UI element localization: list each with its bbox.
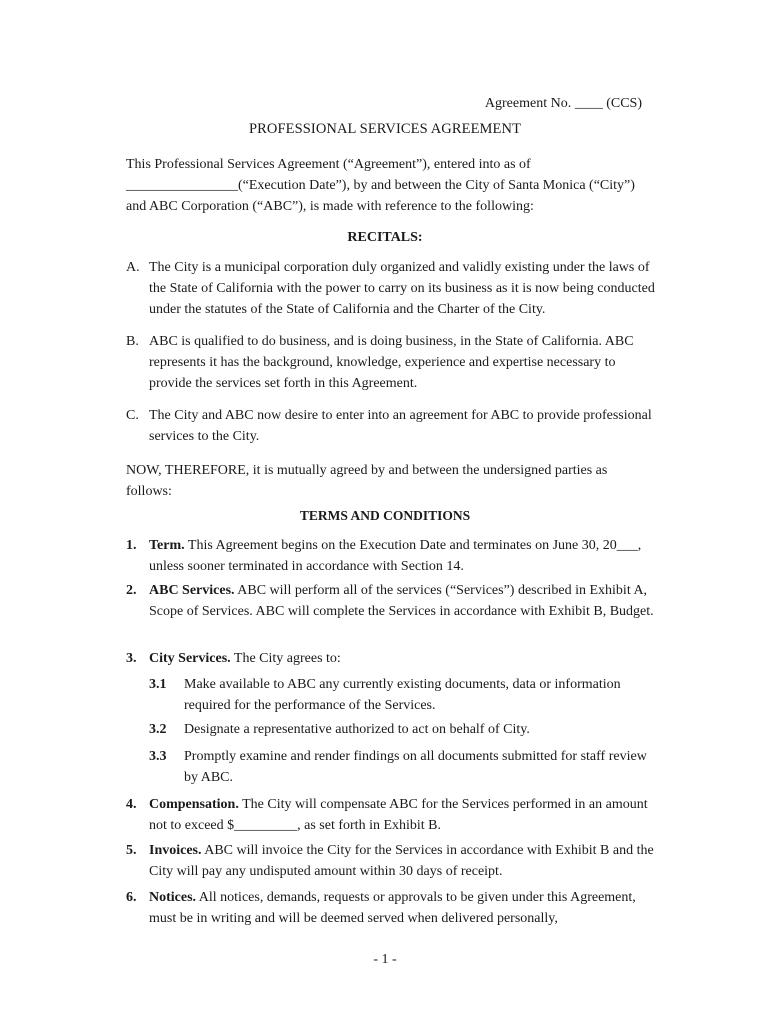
terms-heading: TERMS AND CONDITIONS <box>299 508 471 523</box>
sub-item-number: 3.2 <box>149 722 167 737</box>
sub-item-number: 3.3 <box>149 749 167 764</box>
term-text: ABC will perform all of the services (“Services”) described in Exhibit A, Scope of Services. ABC will complete the Services in accordance with Exhibit B, Budget. <box>149 583 654 619</box>
term-item <box>126 648 656 669</box>
term-title: Compensation. <box>149 797 239 812</box>
term-item <box>126 794 656 836</box>
intro-paragraph: This Professional Services Agreement (“Agreement”), entered into as of ________________(“Execution Date”), by and between the City of Santa Monica (“City”) and ABC Corporation (“ABC”), is made with reference to the following: <box>126 157 635 214</box>
term-text: This Agreement begins on the Execution Date and terminates on June 30, 20___, unless sooner terminated in accordance with Section 14. <box>149 538 642 574</box>
term-item <box>126 580 656 622</box>
recital-label: C. <box>126 408 139 423</box>
term-number: 2. <box>126 583 137 598</box>
recital-label: B. <box>126 334 139 349</box>
term-number: 6. <box>126 890 137 905</box>
term-title: Notices. <box>149 890 197 905</box>
recital-text: The City and ABC now desire to enter into an agreement for ABC to provide professional services to the City. <box>149 408 652 444</box>
recital-item <box>126 405 656 447</box>
page-number: - 1 - <box>373 952 397 967</box>
recital-item <box>126 257 656 320</box>
term-title: Invoices. <box>149 843 202 858</box>
now-therefore-paragraph: NOW, THEREFORE, it is mutually agreed by and between the undersigned parties as follows: <box>126 463 608 499</box>
sub-item-text: Promptly examine and render findings on all documents submitted for staff review by ABC. <box>184 749 647 785</box>
recital-text: The City is a municipal corporation duly organized and validly existing under the laws of the State of California with the power to carry on its business as it is now being conducted under the statutes of the State of California and the Charter of the City. <box>149 260 655 317</box>
term-title: Term. <box>149 538 185 553</box>
term-item <box>126 535 656 577</box>
term-number: 5. <box>126 843 137 858</box>
term-text: All notices, demands, requests or approvals to be given under this Agreement, must be in writing and will be deemed served when delivered personally, <box>149 890 636 926</box>
term-number: 4. <box>126 797 137 812</box>
document-title: PROFESSIONAL SERVICES AGREEMENT <box>248 121 522 137</box>
term-title: City Services. <box>149 651 231 666</box>
term-number: 1. <box>126 538 137 553</box>
sub-item-text: Make available to ABC any currently existing documents, data or information required for the performance of the Services. <box>184 677 621 713</box>
term-text: ABC will invoice the City for the Services in accordance with Exhibit B and the City will pay any undisputed amount within 30 days of receipt. <box>149 843 654 879</box>
term-text: The City will compensate ABC for the Services performed in an amount not to exceed $_________, as set forth in Exhibit B. <box>149 797 648 833</box>
agreement-number: Agreement No. ____ (CCS) <box>484 96 642 111</box>
term-text: The City agrees to: <box>230 651 341 666</box>
sub-item <box>149 674 649 716</box>
term-title: ABC Services. <box>149 583 235 598</box>
recital-text: ABC is qualified to do business, and is doing business, in the State of California. ABC represents it has the background, knowledge, experience and expertise necessary to provide the services set forth in this Agreement. <box>149 334 634 391</box>
recitals-heading: RECITALS: <box>347 230 423 245</box>
term-item <box>126 887 656 929</box>
term-item <box>126 840 656 882</box>
sub-item-text: Designate a representative authorized to act on behalf of City. <box>184 722 530 737</box>
recital-item <box>126 331 656 394</box>
sub-item <box>149 746 649 788</box>
recital-label: A. <box>126 260 140 275</box>
sub-item <box>149 719 649 740</box>
sub-item-number: 3.1 <box>149 677 167 692</box>
term-number: 3. <box>126 651 137 666</box>
